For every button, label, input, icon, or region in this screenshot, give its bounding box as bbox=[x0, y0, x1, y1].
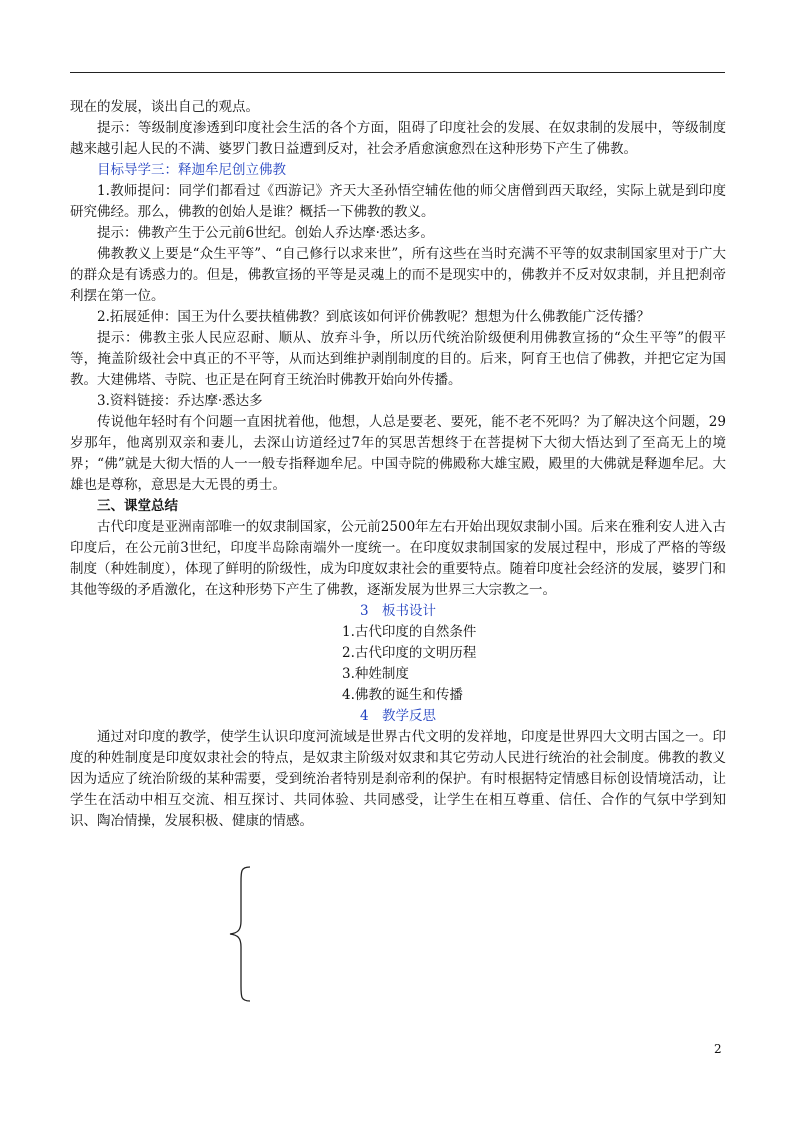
blackboard-item: 2.古代印度的文明历程 bbox=[342, 645, 477, 661]
blackboard-item: 1.古代印度的自然条件 bbox=[342, 624, 477, 640]
page-number: 2 bbox=[714, 1042, 722, 1056]
hint-paragraph: 提示：等级制度渗透到印度社会生活的各个方面，阻碍了印度社会的发展、在奴隶制的发展中，等级制度越来越引起人民的不满、婆罗门教日益遭到反对，社会矛盾愈演愈烈在这种形势下产生了佛教。 bbox=[70, 120, 726, 157]
teacher-question: 1.教师提问：同学们都看过《西游记》齐天大圣孙悟空辅佐他的师父唐僧到西天取经，实际上就是到印度研究佛经。那么，佛教的创始人是谁？概括一下佛教的教义。 bbox=[70, 183, 726, 220]
paragraph: 传说他年轻时有个问题一直困扰着他，他想，人总是要老、要死，能不老不死吗？为了解决这个问题，29岁那年，他离别双亲和妻儿，去深山访道经过7年的冥思苦想终于在菩提树下大彻大悟达到了至高无上的境界；“佛”就是大彻大悟的人一一般专指释迦牟尼。中国寺院的佛殿称大雄宝殿，殿里的大佛就是释迦牟尼。大雄也是尊称，意思是大无畏的勇士。 bbox=[70, 414, 726, 493]
header-rule bbox=[70, 72, 725, 73]
hint-paragraph: 提示：佛教主张人民应忍耐、顺从、放弃斗争，所以历代统治阶级便利用佛教宣扬的“众生平等”的假平等，掩盖阶级社会中真正的不平等，从而达到维护剥削制度的目的。后来，阿育王也信了佛教，并把它定为国教。大建佛塔、寺院、也正是在阿育王统治时佛教开始向外传播。 bbox=[70, 330, 726, 388]
hint-paragraph: 提示：佛教产生于公元前6世纪。创始人乔达摩·悉达多。 bbox=[97, 225, 434, 241]
section-heading-goal-three: 目标导学三：释迦牟尼创立佛教 bbox=[97, 162, 286, 178]
blackboard-item: 4.佛教的诞生和传播 bbox=[342, 687, 463, 703]
resource-link: 3.资料链接：乔达摩·悉达多 bbox=[97, 393, 263, 409]
section-heading-summary: 三、课堂总结 bbox=[97, 498, 178, 514]
section-heading-reflection: 4 教学反思 bbox=[359, 708, 437, 724]
paragraph: 佛教教义上要是“众生平等”、“自己修行以求来世”，所有这些在当时充满不平等的奴隶制国家里对于广大的群众是有诱惑力的。但是，佛教宣扬的平等是灵魂上的而不是现实中的，佛教并不反对奴隶制，并且把刹帝利摆在第一位。 bbox=[70, 246, 726, 304]
section-heading-blackboard: 3 板书设计 bbox=[359, 603, 437, 619]
summary-paragraph: 古代印度是亚洲南部唯一的奴隶制国家，公元前2500年左右开始出现奴隶制小国。后来在雅利安人进入古印度后，在公元前3世纪，印度半岛除南端外一度统一。在印度奴隶制国家的发展过程中，形成了严格的等级制度（种姓制度），体现了鲜明的阶级性，成为印度奴隶社会的重要特点。随着印度社会经济的发展，婆罗门和其他等级的矛盾激化，在这种形势下产生了佛教，逐渐发展为世界三大宗教之一。 bbox=[70, 519, 726, 598]
curly-brace-icon bbox=[226, 866, 256, 1002]
document-body bbox=[70, 97, 726, 832]
reflection-paragraph: 通过对印度的教学，使学生认识印度河流域是世界古代文明的发祥地，印度是世界四大文明古国之一。印度的种姓制度是印度奴隶社会的特点，是奴隶主阶级对奴隶和其它劳动人民进行统治的社会制度。佛教的教义因为适应了统治阶级的某种需要，受到统治者特别是刹帝利的保护。有时根据特定情感目标创设情境活动，让学生在活动中相互交流、相互探讨、共同体验、共同感受，让学生在相互尊重、信任、合作的气氛中学到知识、陶冶情操，发展积极、健康的情感。 bbox=[70, 729, 726, 829]
paragraph: 现在的发展，谈出自己的观点。 bbox=[70, 99, 259, 115]
blackboard-item: 3.种姓制度 bbox=[342, 666, 409, 682]
extension-question: 2.拓展延伸：国王为什么要扶植佛教？到底该如何评价佛教呢？想想为什么佛教能广泛传播？ bbox=[97, 309, 650, 325]
